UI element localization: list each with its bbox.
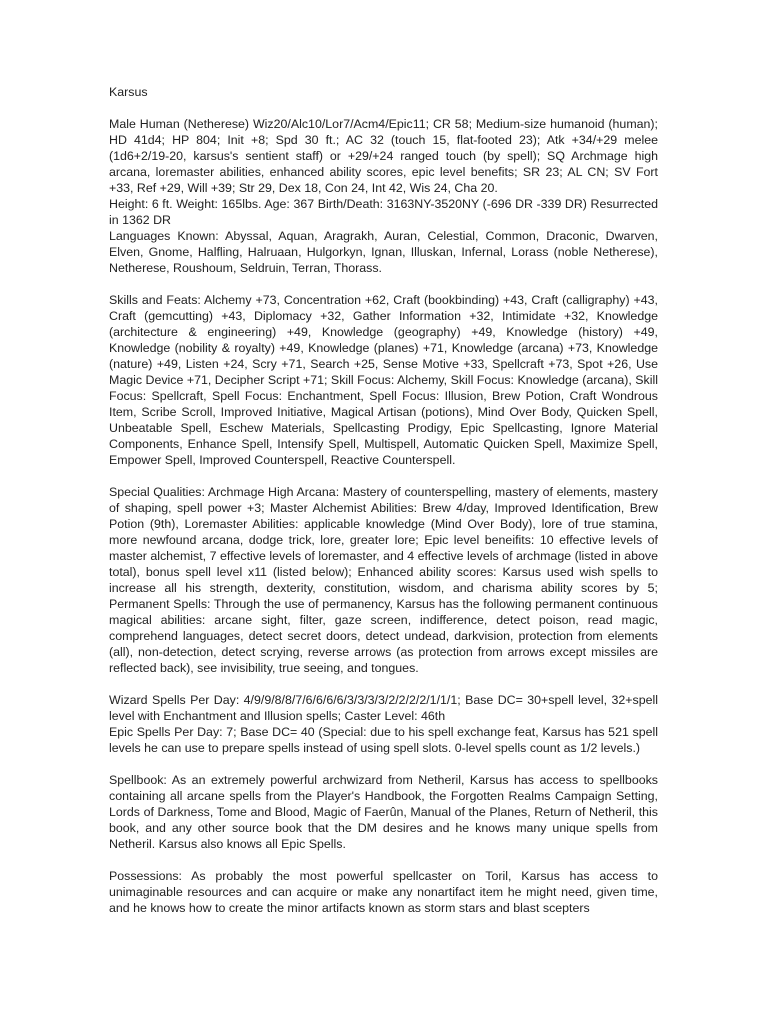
paragraph-gap xyxy=(109,100,658,116)
document-page xyxy=(109,84,658,916)
paragraph-gap xyxy=(109,756,658,772)
languages-paragraph: Languages Known: Abyssal, Aquan, Aragrakh, Auran, Celestial, Common, Draconic, Dwarven, Elven, Gnome, Halfling, Halruaan, Hulgorkyn, Ignan, Illuskan, Infernal, Lorass (noble Netherese), Netherese, Roushoum, Seldruin, Terran, Thorass. xyxy=(109,229,658,275)
spellbook-paragraph: Spellbook: As an extremely powerful archwizard from Netheril, Karsus has access to spellbooks containing all arcane spells from the Player's Handbook, the Forgotten Realms Campaign Setting, Lords of Darkness, Tome and Blood, Magic of Faerûn, Manual of the Planes, Return of Netheril, this book, and any other source book that the DM desires and he knows many unique spells from Netheril. Karsus also knows all Epic Spells. xyxy=(109,773,658,851)
wizard-spells-paragraph: Wizard Spells Per Day: 4/9/9/8/8/7/6/6/6/6/3/3/3/3/2/2/2/2/1/1/1; Base DC= 30+spell level, 32+spell level with Enchantment and Illusion spells; Caster Level: 46th xyxy=(109,693,658,723)
paragraph-gap xyxy=(109,468,658,484)
paragraph-gap xyxy=(109,676,658,692)
special-qualities-paragraph: Special Qualities: Archmage High Arcana: Mastery of counterspelling, mastery of elements, mastery of shaping, spell power +3; Master Alchemist Abilities: Brew 4/day, Improved Identification, Brew Potion (9th), Loremaster Abilities: applicable knowledge (Mind Over Body), lore of true stamina, more newfound arcana, dodge trick, lore, greater lore; Epic level beneifits: 10 effective levels of master alchemist, 7 effective levels of loremaster, and 4 effective levels of archmage (listed in above total), bonus spell level x11 (listed below); Enhanced ability scores: Karsus used wish spells to increase all his strength, dexterity, constitution, wisdom, and charisma ability scores by 5; Permanent Spells: Through the use of permanency, Karsus has the following permanent continuous magical abilities: arcane sight, filter, gaze screen, indifference, detect poison, read magic, comprehend languages, detect secret doors, detect undead, darkvision, protection from elements (all), non-detection, detect scrying, reverse arrows (as protection from arrows except missiles are reflected back), see invisibility, true seeing, and tongues. xyxy=(109,485,658,675)
paragraph-gap xyxy=(109,852,658,868)
epic-spells-paragraph: Epic Spells Per Day: 7; Base DC= 40 (Special: due to his spell exchange feat, Karsus has 521 spell levels he can use to prepare spells instead of using spell slots. 0-level spells count as 1/2 levels.) xyxy=(109,725,658,755)
possessions-paragraph: Possessions: As probably the most powerful spellcaster on Toril, Karsus has access to unimaginable resources and can acquire or make any nonartifact item he might need, given time, and he knows how to create the minor artifacts known as storm stars and blast scepters xyxy=(109,869,658,915)
stat-block-paragraph: Male Human (Netherese) Wiz20/Alc10/Lor7/Acm4/Epic11; CR 58; Medium-size humanoid (human); HD 41d4; HP 804; Init +8; Spd 30 ft.; AC 32 (touch 15, flat-footed 23); Atk +34/+29 melee (1d6+2/19-20, karsus's sentient staff) or +29/+24 ranged touch (by spell); SQ Archmage high arcana, loremaster abilities, enhanced ability scores, epic level benefits; SR 23; AL CN; SV Fort +33, Ref +29, Will +39; Str 29, Dex 18, Con 24, Int 42, Wis 24, Cha 20. xyxy=(109,117,658,195)
document-title: Karsus xyxy=(109,85,148,99)
skills-feats-paragraph: Skills and Feats: Alchemy +73, Concentration +62, Craft (bookbinding) +43, Craft (calligraphy) +43, Craft (gemcutting) +43, Diplomacy +32, Gather Information +32, Intimidate +32, Knowledge (architecture & engineering) +49, Knowledge (geography) +49, Knowledge (history) +49, Knowledge (nobility & royalty) +49, Knowledge (planes) +71, Knowledge (arcana) +73, Knowledge (nature) +49, Listen +24, Scry +71, Search +25, Sense Motive +33, Spellcraft +73, Spot +26, Use Magic Device +71, Decipher Script +71; Skill Focus: Alchemy, Skill Focus: Knowledge (arcana), Skill Focus: Spellcraft, Spell Focus: Enchantment, Spell Focus: Illusion, Brew Potion, Craft Wondrous Item, Scribe Scroll, Improved Initiative, Magical Artisan (potions), Mind Over Body, Quicken Spell, Unbeatable Spell, Eschew Materials, Spellcasting Prodigy, Epic Spellcasting, Ignore Material Components, Enhance Spell, Intensify Spell, Multispell, Automatic Quicken Spell, Maximize Spell, Empower Spell, Improved Counterspell, Reactive Counterspell. xyxy=(109,293,658,467)
paragraph-gap xyxy=(109,276,658,292)
physical-description-paragraph: Height: 6 ft. Weight: 165lbs. Age: 367 Birth/Death: 3163NY-3520NY (-696 DR -339 DR) Resurrected in 1362 DR xyxy=(109,197,658,227)
